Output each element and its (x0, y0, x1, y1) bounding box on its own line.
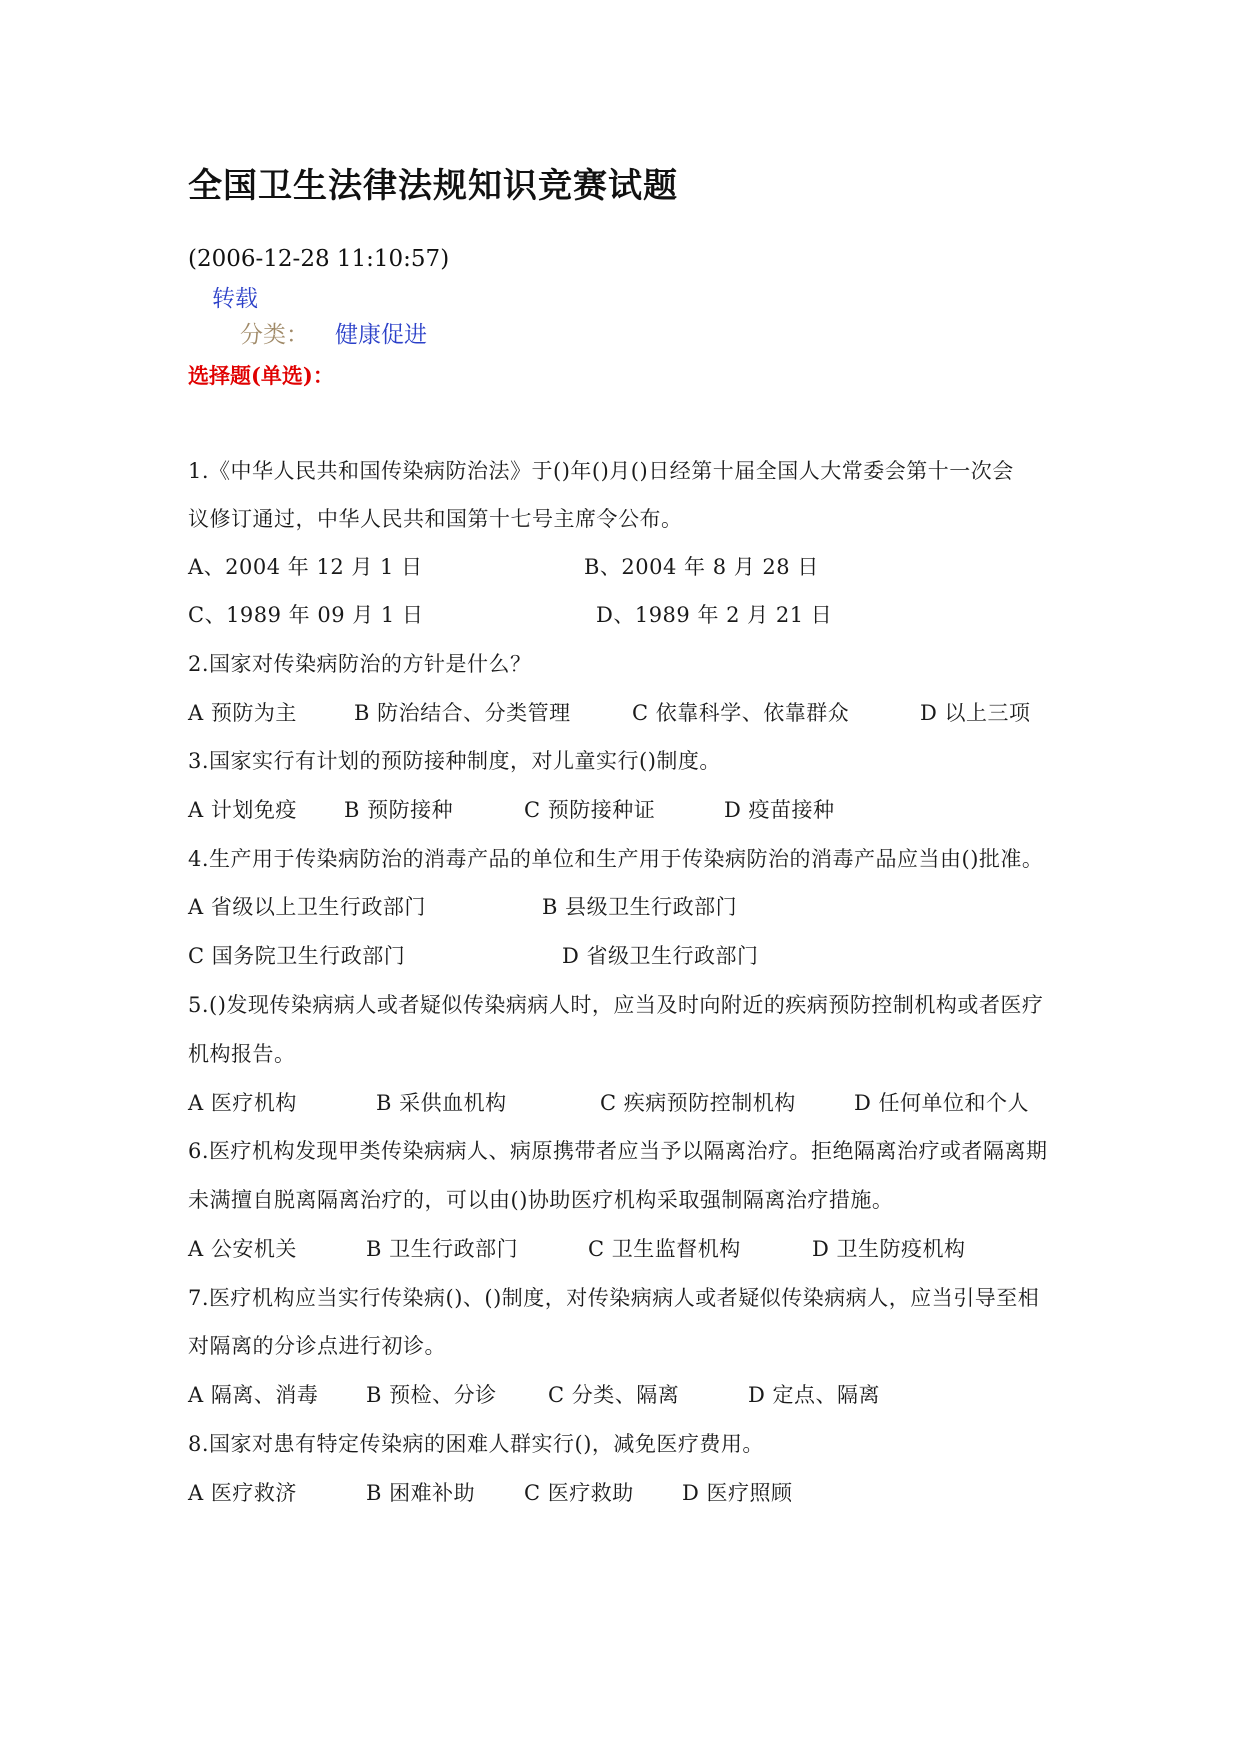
section-heading: 选择题(单选)： (188, 363, 334, 388)
option-c: C 医疗救助 (524, 1481, 634, 1505)
question-1-line-1: 1.《中华人民共和国传染病防治法》于()年()月()日经第十届全国人大常委会第十一次会 (188, 459, 1014, 483)
option-d: D 任何单位和个人 (854, 1091, 1030, 1115)
option-d: D 省级卫生行政部门 (562, 944, 759, 968)
option-a: A 计划免疫 (188, 798, 297, 822)
question-6-line-1: 6.医疗机构发现甲类传染病病人、病原携带者应当予以隔离治疗。拒绝隔离治疗或者隔离期 (188, 1139, 1048, 1163)
option-d: D 卫生防疫机构 (812, 1237, 966, 1261)
category-row (240, 316, 427, 349)
question-6-line-2: 未满擅自脱离隔离治疗的，可以由()协助医疗机构采取强制隔离治疗措施。 (188, 1188, 894, 1212)
option-b: B 防治结合、分类管理 (354, 701, 571, 725)
option-a: A 省级以上卫生行政部门 (188, 895, 426, 919)
category-link[interactable]: 健康促进 (335, 322, 427, 348)
page-title: 全国卫生法律法规知识竞赛试题 (188, 166, 678, 206)
option-a: A 医疗机构 (188, 1091, 297, 1115)
option-b: B、2004 年 8 月 28 日 (584, 555, 819, 579)
option-c: C 疾病预防控制机构 (600, 1091, 796, 1115)
question-7-line-2: 对隔离的分诊点进行初诊。 (188, 1334, 446, 1358)
repost-link[interactable]: 转载 (212, 286, 258, 312)
option-c: C 分类、隔离 (548, 1383, 680, 1407)
category-label: 分类： (240, 322, 309, 348)
option-b: B 卫生行政部门 (366, 1237, 519, 1261)
option-c: C 预防接种证 (524, 798, 656, 822)
option-a: A 医疗救济 (188, 1481, 297, 1505)
question-4-line-1: 4.生产用于传染病防治的消毒产品的单位和生产用于传染病防治的消毒产品应当由()批准。 (188, 847, 1044, 871)
option-d: D 医疗照顾 (682, 1481, 793, 1505)
option-b: B 预检、分诊 (366, 1383, 497, 1407)
question-5-line-2: 机构报告。 (188, 1042, 296, 1066)
question-8-line-1: 8.国家对患有特定传染病的困难人群实行()，减免医疗费用。 (188, 1432, 764, 1456)
question-5-line-1: 5.()发现传染病病人或者疑似传染病病人时，应当及时向附近的疾病预防控制机构或者医疗 (188, 993, 1044, 1017)
option-b: B 预防接种 (344, 798, 454, 822)
option-b: B 困难补助 (366, 1481, 476, 1505)
option-d: D、1989 年 2 月 21 日 (596, 603, 833, 627)
option-c: C、1989 年 09 月 1 日 (188, 603, 424, 627)
question-1-line-2: 议修订通过，中华人民共和国第十七号主席令公布。 (188, 507, 683, 531)
option-d: D 以上三项 (920, 701, 1031, 725)
option-c: C 依靠科学、依靠群众 (632, 701, 850, 725)
option-a: A 隔离、消毒 (188, 1383, 319, 1407)
option-b: B 采供血机构 (376, 1091, 507, 1115)
question-2-line-1: 2.国家对传染病防治的方针是什么？ (188, 652, 532, 676)
option-d: D 定点、隔离 (748, 1383, 881, 1407)
option-b: B 县级卫生行政部门 (542, 895, 738, 919)
post-date: (2006-12-28 11:10:57) (188, 246, 450, 272)
option-a: A 公安机关 (188, 1237, 297, 1261)
question-3-line-1: 3.国家实行有计划的预防接种制度，对儿童实行()制度。 (188, 749, 721, 773)
option-d: D 疫苗接种 (724, 798, 835, 822)
question-7-line-1: 7.医疗机构应当实行传染病()、()制度，对传染病病人或者疑似传染病病人，应当引导至相 (188, 1286, 1040, 1310)
option-a: A 预防为主 (188, 701, 297, 725)
option-a: A、2004 年 12 月 1 日 (188, 555, 423, 579)
option-c: C 卫生监督机构 (588, 1237, 741, 1261)
option-c: C 国务院卫生行政部门 (188, 944, 406, 968)
